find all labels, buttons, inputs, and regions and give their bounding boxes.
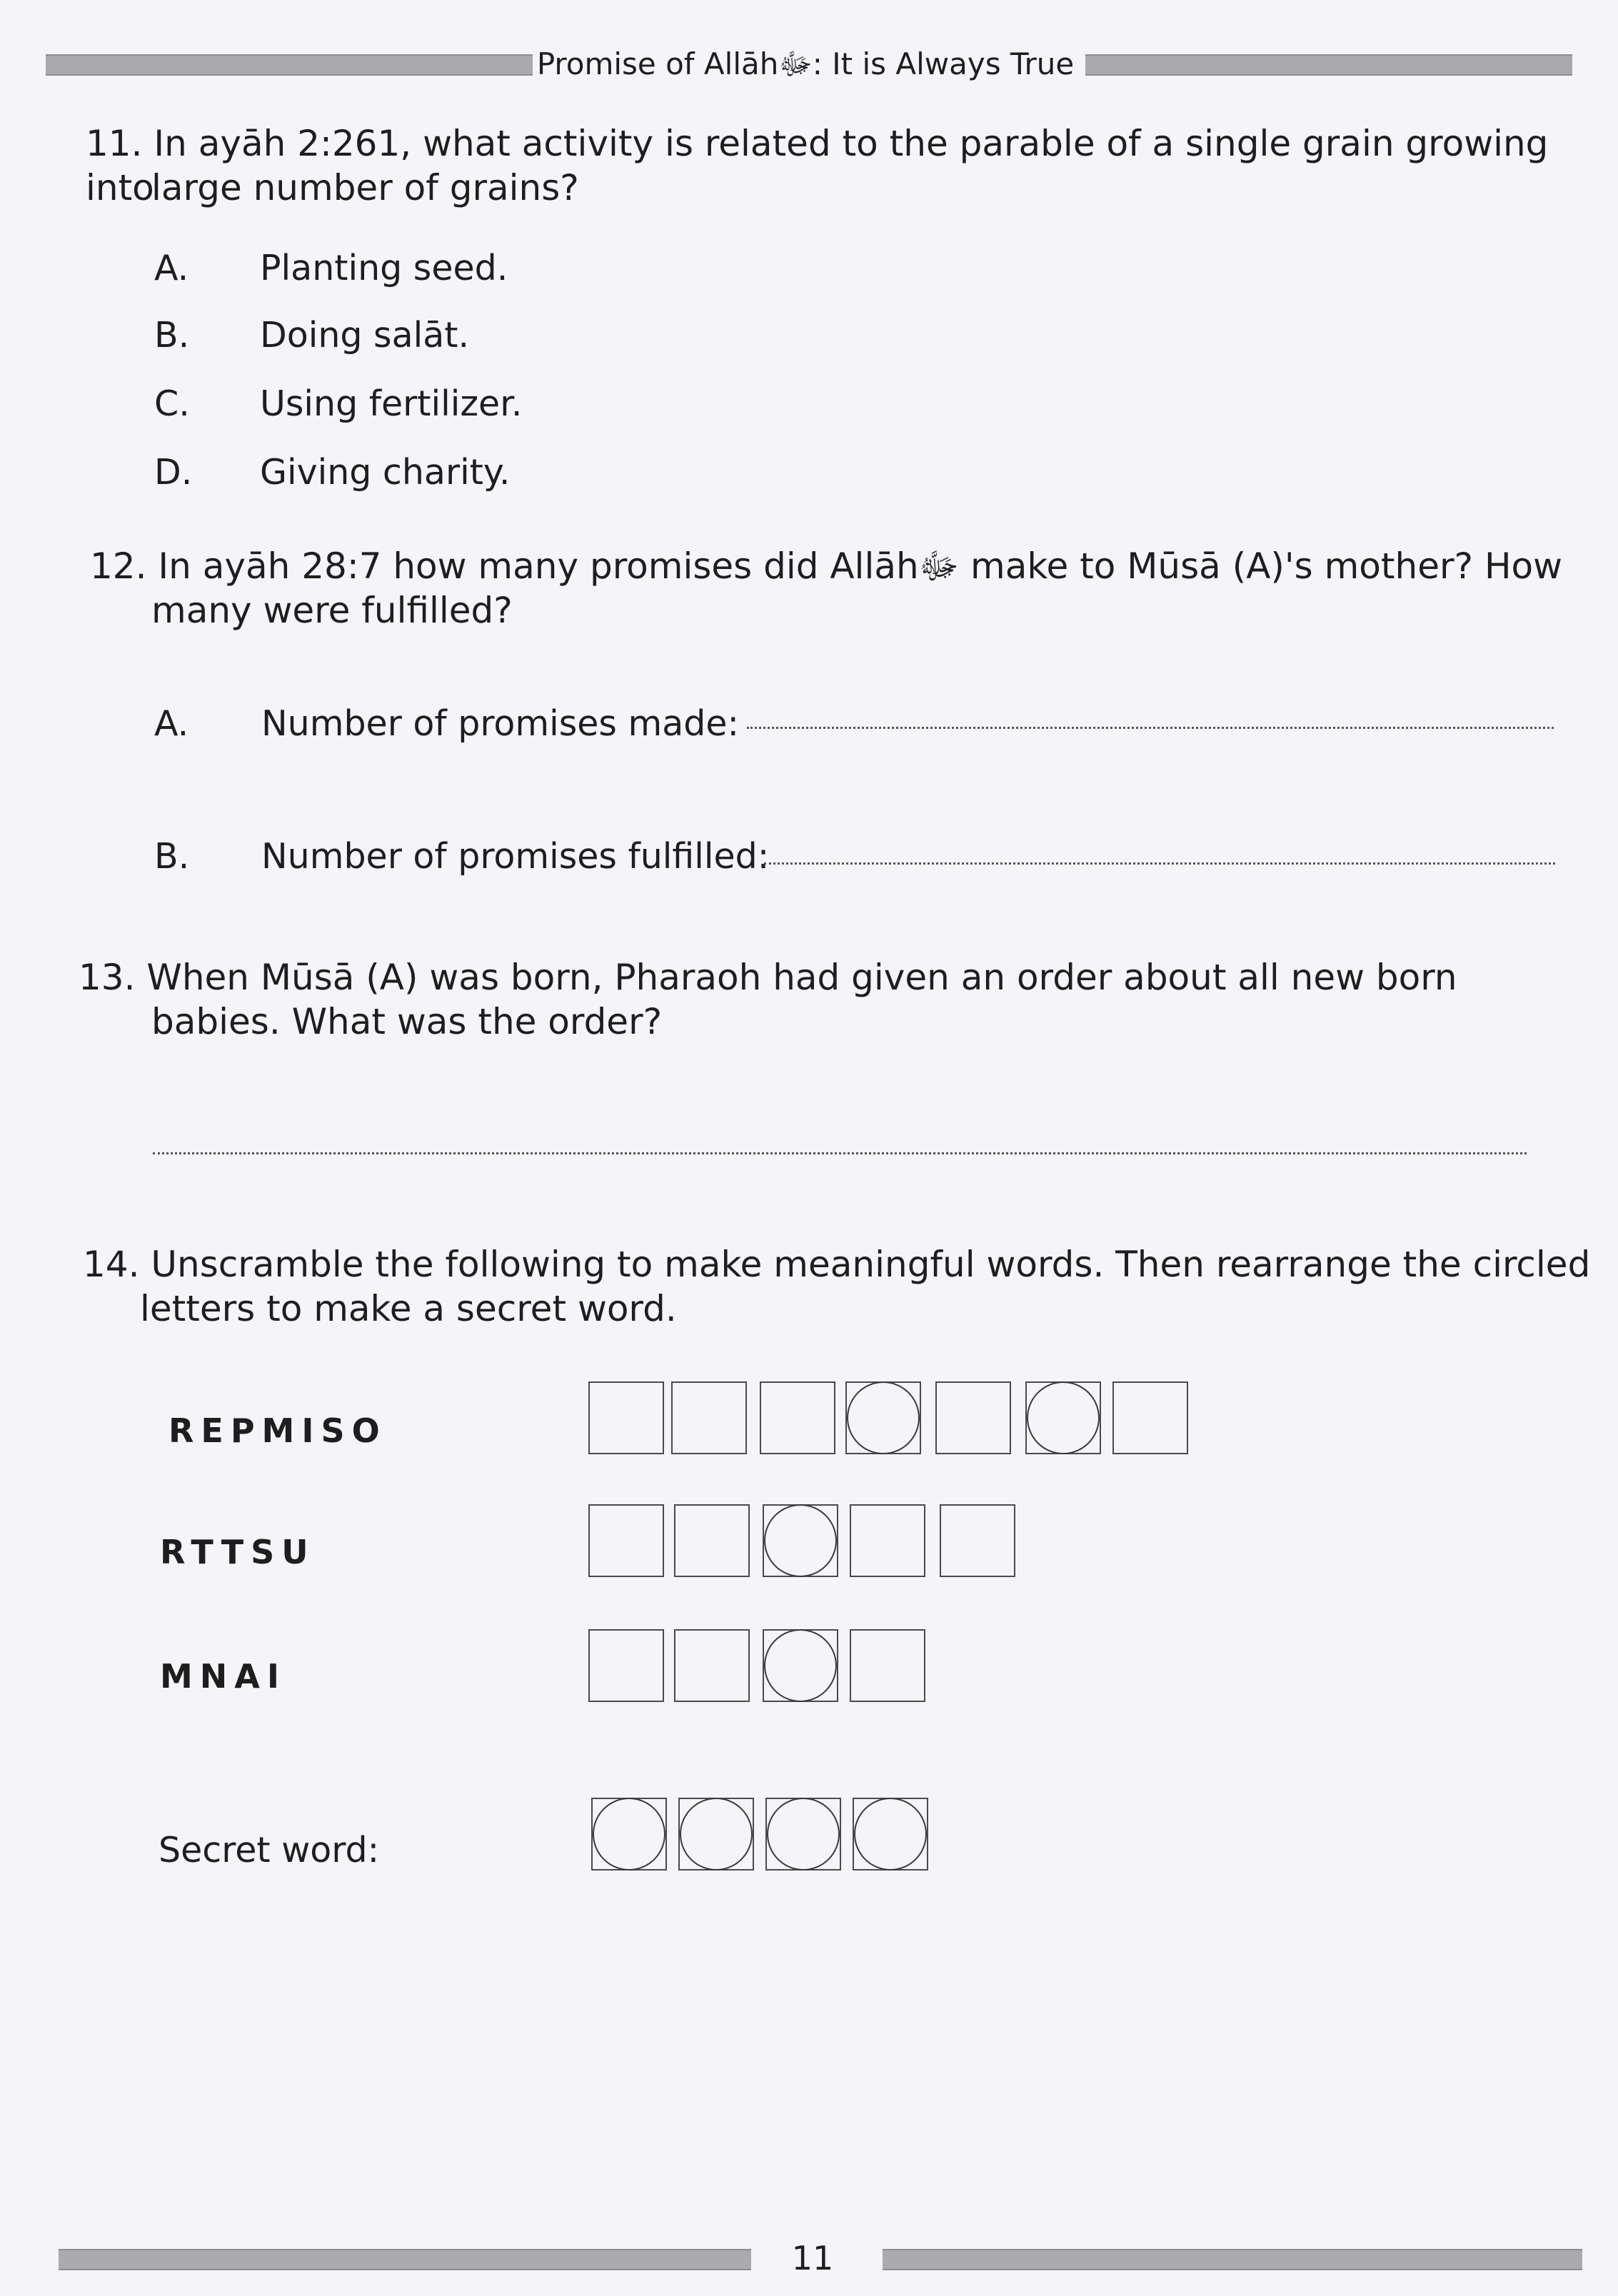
circled-answer-box[interactable] (1025, 1381, 1101, 1454)
q12-line1: 12. In ayāh 28:7 how many promises did Allāhﷻ make to Mūsā (A)'s mother? How (90, 545, 1563, 587)
q13-line1: 13. When Mūsā (A) was born, Pharaoh had given an order about all new born (79, 957, 1457, 998)
q12-option-a-text: Number of promises made: (261, 703, 740, 744)
header-title: Promise of Allāhﷻ: It is Always True (536, 46, 1075, 81)
secret-word-box[interactable] (765, 1798, 841, 1870)
answer-box[interactable] (671, 1381, 747, 1454)
q11-line2: large number of grains? (151, 167, 579, 208)
answer-box[interactable] (850, 1629, 925, 1702)
secret-word-box[interactable] (678, 1798, 754, 1870)
q11-option-d-letter: D. (154, 452, 193, 493)
q12-answer-b-line[interactable] (764, 862, 1555, 865)
q12-line2: many were fulfilled? (151, 590, 513, 631)
q12-option-a-letter: A. (154, 703, 189, 744)
q13-answer-line[interactable] (153, 1152, 1527, 1154)
scrambled-word-1: REPMISO (169, 1411, 387, 1450)
q13-line2: babies. What was the order? (151, 1001, 663, 1042)
q12-answer-a-line[interactable] (747, 727, 1554, 729)
circled-answer-box[interactable] (845, 1381, 921, 1454)
q14-line2: letters to make a secret word. (140, 1288, 677, 1329)
answer-box[interactable] (588, 1381, 664, 1454)
circled-answer-box[interactable] (763, 1504, 838, 1577)
secret-word-box[interactable] (853, 1798, 928, 1870)
header-bar-left (46, 54, 533, 76)
q11-option-a-text: Planting seed. (260, 248, 508, 288)
scrambled-word-3: MNAI (160, 1657, 286, 1696)
header-bar-right (1085, 54, 1572, 76)
q11-option-c-text: Using fertilizer. (260, 383, 523, 424)
answer-box[interactable] (935, 1381, 1011, 1454)
q11-option-c-letter: C. (154, 383, 190, 424)
q12-option-b-text: Number of promises fulfilled: (261, 836, 770, 877)
q14-line1: 14. Unscramble the following to make meaningful words. Then rearrange the circled (83, 1244, 1591, 1285)
answer-box[interactable] (940, 1504, 1015, 1577)
answer-box[interactable] (674, 1629, 750, 1702)
answer-box[interactable] (1112, 1381, 1188, 1454)
answer-box[interactable] (588, 1504, 664, 1577)
q11-option-b-letter: B. (154, 315, 190, 356)
circled-answer-box[interactable] (763, 1629, 838, 1702)
answer-box[interactable] (588, 1629, 664, 1702)
q11-option-a-letter: A. (154, 248, 189, 288)
q11-line1: 11. In ayāh 2:261, what activity is related to the parable of a single grain growing into (86, 123, 1549, 208)
answer-box[interactable] (674, 1504, 750, 1577)
footer-bar-left (59, 2249, 751, 2270)
q11-option-d-text: Giving charity. (260, 452, 511, 493)
q11-option-b-text: Doing salāt. (260, 315, 470, 356)
secret-word-label: Secret word: (159, 1830, 380, 1870)
footer-bar-right (883, 2249, 1582, 2270)
secret-word-box[interactable] (591, 1798, 667, 1870)
answer-box[interactable] (760, 1381, 835, 1454)
answer-box[interactable] (850, 1504, 925, 1577)
page-number: 11 (791, 2239, 834, 2277)
scrambled-word-2: RTTSU (160, 1533, 316, 1571)
q12-option-b-letter: B. (154, 836, 190, 877)
